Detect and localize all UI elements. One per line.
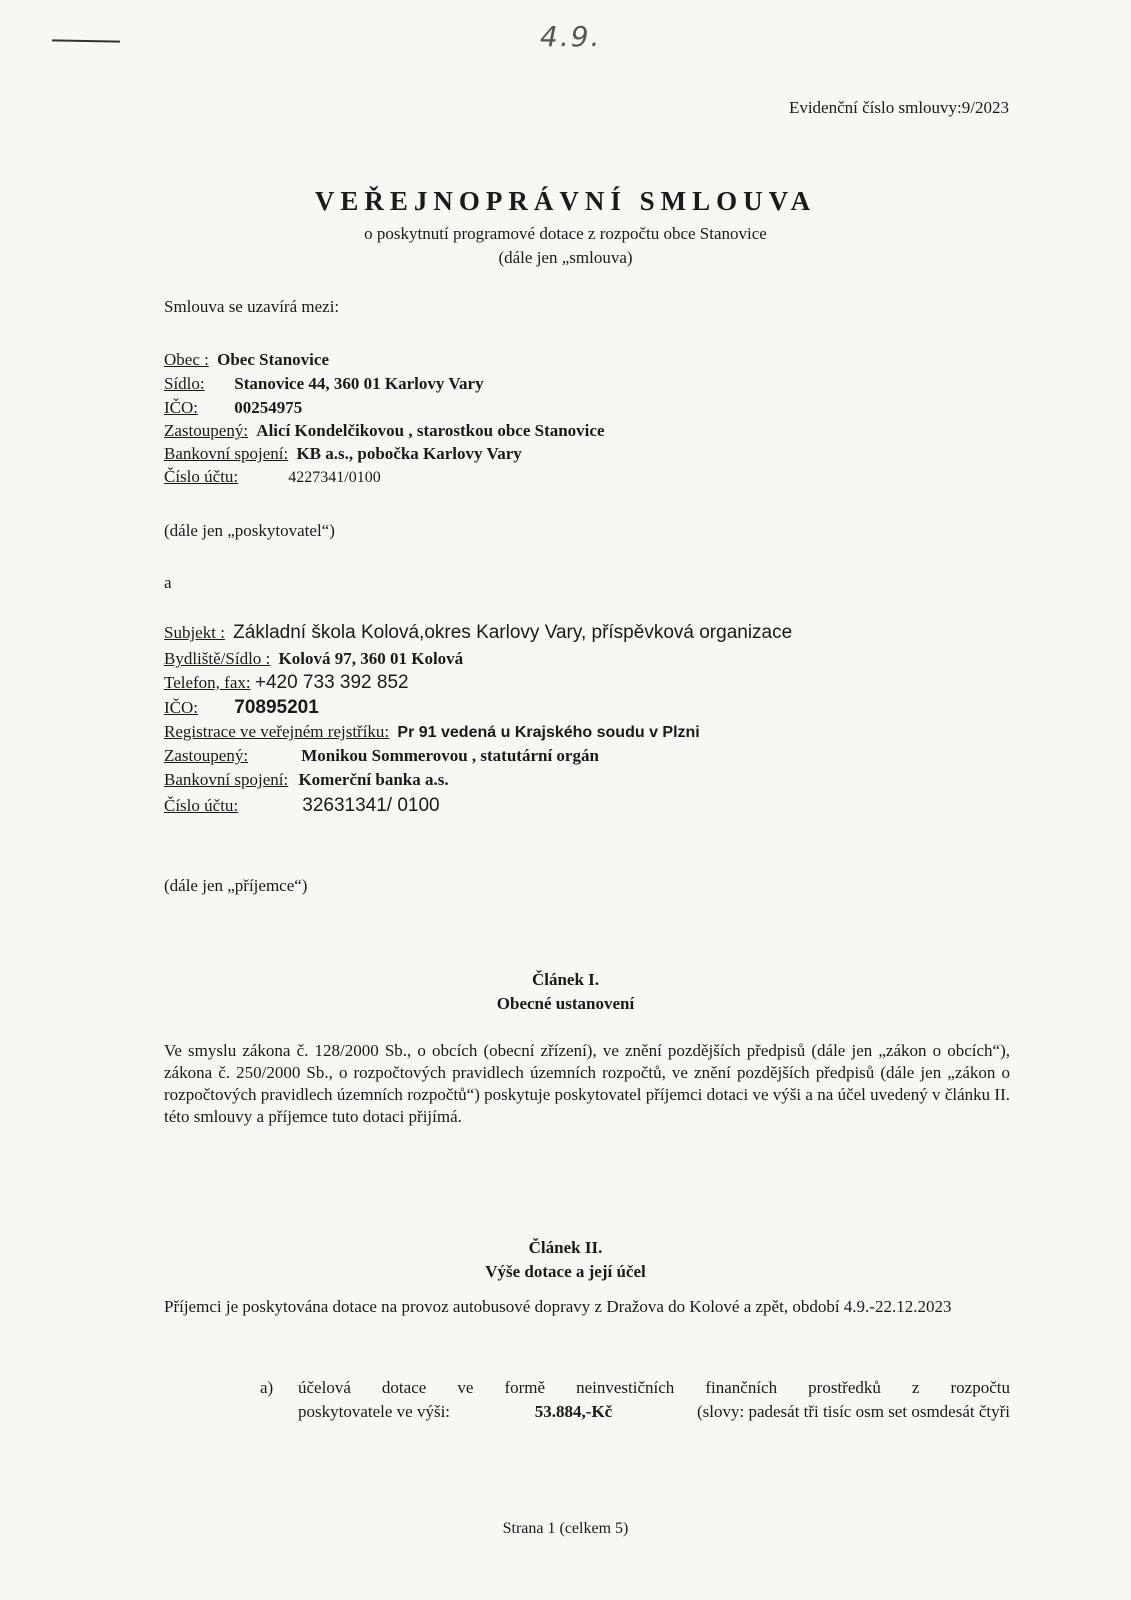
recipient-telefon-value: +420 733 392 852 — [254, 672, 409, 693]
recipient-registrace-value: Pr 91 vedená u Krajského soudu v Plzni — [397, 724, 700, 741]
provider-sidlo-row — [164, 374, 484, 394]
handwritten-dash — [52, 39, 120, 42]
recipient-banka-label: Bankovní spojení: — [164, 770, 289, 789]
article-2-text: Příjemci je poskytována dotace na provoz autobusové dopravy z Dražova do Kolové a zpět, období 4.9.-22.12.2023 — [164, 1297, 952, 1316]
provider-zastoupeny-label: Zastoupený: — [164, 421, 249, 440]
recipient-ucet-value: 32631341/ 0100 — [302, 795, 440, 816]
provider-ucet-label: Číslo účtu: — [164, 467, 239, 486]
provider-banka-row — [164, 444, 522, 464]
recipient-bydliste-label: Bydliště/Sídlo : — [164, 649, 271, 668]
item-a-line-1: účelová dotace ve formě neinvestičních finančních prostředků z rozpočtu — [298, 1378, 1010, 1397]
recipient-ico-value: 70895201 — [234, 697, 319, 718]
provider-obec-value: Obec Stanovice — [217, 350, 329, 369]
recipient-bydliste-row — [164, 649, 463, 669]
recipient-ico-label: IČO: — [164, 698, 198, 717]
article-1-heading: Článek I. — [531, 970, 600, 989]
document-subtitle: o poskytnutí programové dotace z rozpočtu obce Stanovice — [364, 224, 767, 243]
recipient-zastoupeny-value: Monikou Sommerovou , statutární orgán — [301, 746, 599, 765]
page-footer: Strana 1 (celkem 5) — [502, 1520, 629, 1537]
recipient-zastoupeny-label: Zastoupený: — [164, 746, 249, 765]
recipient-ucet-row — [164, 795, 440, 817]
recipient-banka-row — [164, 770, 449, 790]
intro-text: Smlouva se uzavírá mezi: — [164, 297, 340, 316]
provider-dale-jen: (dále jen „poskytovatel“) — [164, 521, 335, 540]
provider-banka-label: Bankovní spojení: — [164, 444, 289, 463]
recipient-registrace-label: Registrace ve veřejném rejstříku: — [164, 722, 390, 741]
provider-sidlo-label: Sídlo: — [164, 374, 205, 393]
provider-ucet-row — [164, 467, 381, 487]
article-1-text: Ve smyslu zákona č. 128/2000 Sb., o obcích (obecní zřízení), ve znění pozdějších předpisů (dále jen „zákon o obcích“), zákona č. 250/2000 Sb., o rozpočtových pravidlech územních rozpočtů, ve znění pozdějších předpisů (dále jen „zákon o rozpočtových pravidlech územních rozpočtů“) poskytuje poskytovatel příjemci dotaci ve výši a na účel uvedený v článku II. této smlouvy a příjemce tuto dotaci přijímá. — [164, 1041, 1010, 1126]
item-a-line-2-post: (slovy: padesát tři tisíc osm set osmdesát čtyři — [696, 1402, 1010, 1421]
conjunction-a: a — [164, 573, 172, 592]
recipient-telefon-label: Telefon, fax: — [164, 673, 251, 692]
item-a-label: a) — [260, 1378, 274, 1397]
recipient-registrace-row — [164, 722, 700, 742]
provider-ico-row — [164, 398, 302, 418]
provider-obec-row — [164, 350, 329, 370]
recipient-dale-jen: (dále jen „příjemce“) — [164, 876, 308, 895]
provider-ico-label: IČO: — [164, 398, 198, 417]
item-a-line-2 — [298, 1402, 1010, 1422]
provider-ico-value: 00254975 — [234, 398, 303, 417]
provider-zastoupeny-row — [164, 421, 605, 441]
recipient-ico-row — [164, 697, 319, 719]
recipient-bydliste-value: Kolová 97, 360 01 Kolová — [278, 649, 464, 668]
provider-zastoupeny-value: Alicí Kondelčikovou , starostkou obce Stanovice — [256, 421, 605, 440]
document-subtitle-2: (dále jen „smlouva) — [498, 248, 633, 267]
contract-number: Evidenční číslo smlouvy:9/2023 — [788, 98, 1009, 117]
article-2-heading: Článek II. — [528, 1238, 603, 1257]
item-a-amount: 53.884,-Kč — [534, 1402, 613, 1421]
provider-obec-label: Obec : — [164, 350, 209, 369]
provider-ucet-value: 4227341/0100 — [288, 469, 381, 486]
document-title: VEŘEJNOPRÁVNÍ SMLOUVA — [314, 186, 817, 216]
recipient-zastoupeny-row — [164, 746, 599, 766]
recipient-subjekt-value: Základní škola Kolová,okres Karlovy Vary, příspěvková organizace — [233, 622, 793, 643]
recipient-banka-value: Komerční banka a.s. — [298, 770, 449, 789]
recipient-ucet-label: Číslo účtu: — [164, 796, 239, 815]
recipient-subjekt-row — [164, 622, 792, 644]
provider-banka-value: KB a.s., pobočka Karlovy Vary — [296, 444, 522, 463]
item-a-line-2-pre: poskytovatele ve výši: — [298, 1402, 451, 1421]
provider-sidlo-value: Stanovice 44, 360 01 Karlovy Vary — [234, 374, 484, 393]
recipient-telefon-row — [164, 672, 409, 694]
recipient-subjekt-label: Subjekt : — [164, 623, 225, 642]
article-1-subheading: Obecné ustanovení — [496, 994, 635, 1013]
handwritten-note: 4.9. — [540, 20, 602, 53]
article-2-subheading: Výše dotace a její účel — [485, 1262, 646, 1281]
